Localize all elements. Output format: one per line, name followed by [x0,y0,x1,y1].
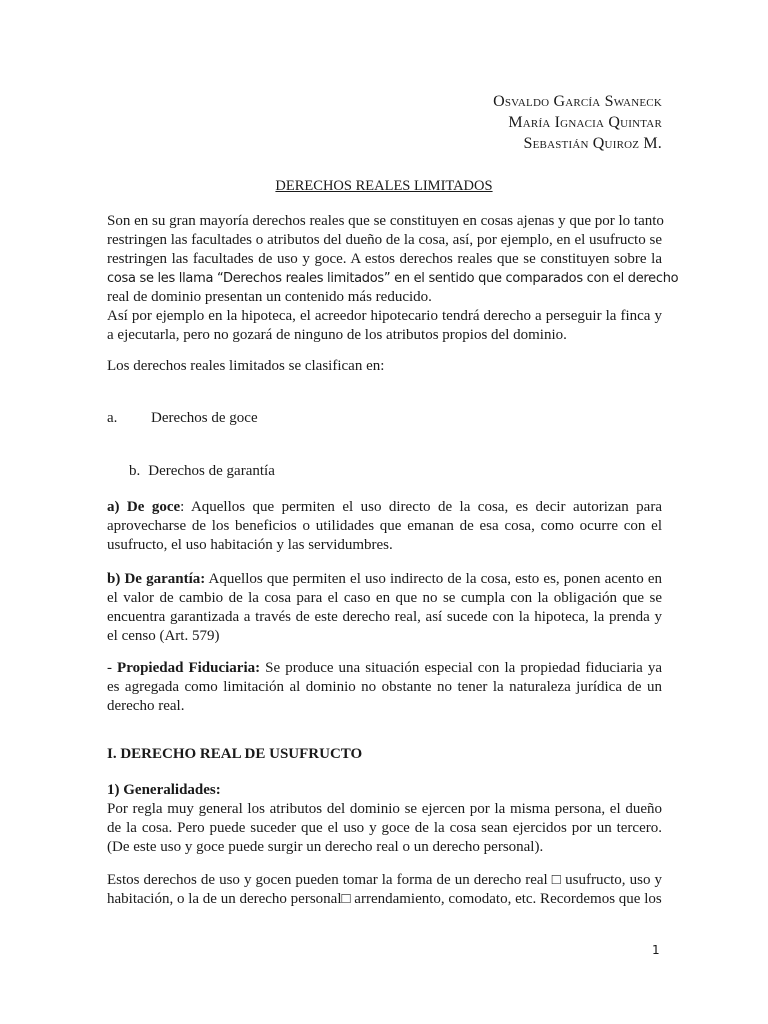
fiduciaria-text: Se produce una situación especial con la propiedad fiduciaria ya es agregada como limitación al dominio no obstante no tener la naturaleza jurídica de un derecho real. [107,660,663,714]
section-heading: I. DERECHO REAL DE USUFRUCTO [107,746,363,762]
fiduciaria-label: Propiedad Fiduciaria: [117,660,261,676]
text-line: a ejecutarla, pero no gozará de ninguno de los atributos propios del dominio. [107,327,567,343]
list-marker: b. [129,463,141,479]
goce-paragraph [107,498,662,555]
author-name: Osvaldo García Swaneck [493,93,662,110]
generalidades-section [107,781,662,857]
text-line: Son en su gran mayoría derechos reales que se constituyen en cosas ajenas y que por lo tanto [107,213,664,229]
authors-block [493,91,662,154]
text-line: restringen las facultades de uso y goce. A estos derechos reales que se constituyen sobre la [107,251,662,267]
list-item [129,463,275,480]
document-title: DERECHOS REALES LIMITADOS [275,178,493,194]
classification-intro: Los derechos reales limitados se clasifican en: [107,358,385,374]
garantia-label: b) De garantía: [107,571,206,587]
fiduciaria-paragraph [107,659,662,716]
list-item-text: Derechos de goce [151,410,258,426]
text-line: real de dominio presentan un contenido más reducido. [107,289,432,305]
subsection-heading: 1) Generalidades: [107,782,221,798]
text-line: restringen las facultades o atributos del dueño de la cosa, así, por ejemplo, en el usufructo se [107,232,662,248]
text-line: cosa se les llama “Derechos reales limitados” en el sentido que comparados con el derecho [107,271,679,286]
garantia-paragraph [107,570,662,646]
estos-paragraph: Estos derechos de uso y gocen pueden tomar la forma de un derecho real □ usufructo, uso y habitación, o la de un derecho personal□ arrendamiento, comodato, etc. Recordemos que los [107,872,662,907]
goce-text: : Aquellos que permiten el uso directo de la cosa, es decir autorizan para aprovecharse de los beneficios o utilidades que emanan de esa cosa, como ocurre con el usufructo, el uso habitación y las servidumbres. [107,499,662,553]
dash-prefix: - [107,660,118,676]
goce-label: a) De goce [107,499,181,515]
garantia-text: Aquellos que permiten el uso indirecto de la cosa, esto es, ponen acento en el valor de cambio de la cosa para el caso en que no se cumpla con la obligación que se encuentra garantizada a través de este derecho real, así sucede con la hipoteca, la prenda y el censo (Art. 579) [107,571,662,644]
author-name: María Ignacia Quintar [508,114,662,131]
author-name: Sebastián Quiroz M. [523,135,662,152]
text-line: Así por ejemplo en la hipoteca, el acreedor hipotecario tendrá derecho a perseguir la finca y [107,308,662,324]
page-number: 1 [652,943,660,957]
generalidades-text: Por regla muy general los atributos del dominio se ejercen por la misma persona, el dueño de la cosa. Pero puede suceder que el uso y goce de la cosa sean ejercidos por un tercero. (De este uso y goce puede surgir un derecho real o un derecho personal). [107,801,662,855]
list-marker: a. [107,410,118,426]
intro-paragraph [107,212,679,345]
list-item-text: Derechos de garantía [148,463,275,479]
